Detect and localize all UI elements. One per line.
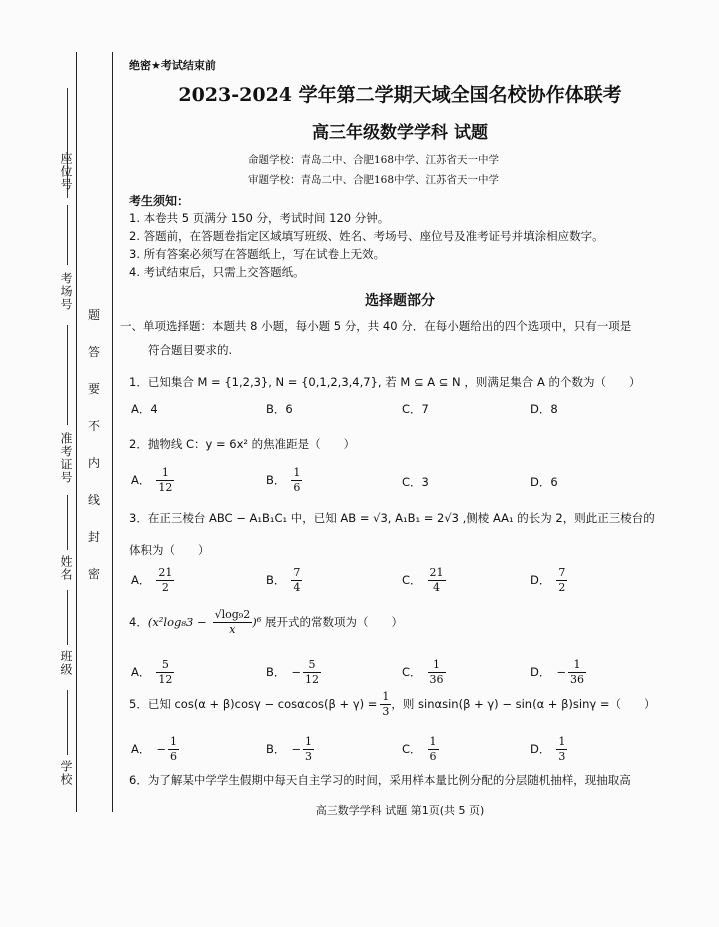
question-4-stem xyxy=(129,608,403,637)
numerator: 1 xyxy=(170,735,178,748)
exam-no-label: 准考证号 xyxy=(59,432,73,484)
option-label: B． xyxy=(266,473,286,487)
numerator: 5 xyxy=(156,658,174,673)
question-6-stem: 6．为了解某中学学生假期中每天自主学习的时间，采用样本量比例分配的分层随机抽样，现抽取高 xyxy=(129,773,631,787)
q5-option-d xyxy=(530,735,567,764)
question-5-stem xyxy=(129,690,656,719)
denominator: 12 xyxy=(158,673,173,686)
part1-instructions: 一、单项选择题：本题共 8 小题，每小题 5 分，共 40 分．在每小题给出的四个选项中，只有一项是 xyxy=(120,319,632,333)
option-label: A． xyxy=(131,473,151,487)
q3-option-d xyxy=(530,566,567,595)
option-label: C． xyxy=(402,742,422,756)
q5-option-c xyxy=(402,735,439,764)
q1-option-a: A．4 xyxy=(131,402,158,416)
q1-option-b: B．6 xyxy=(266,402,293,416)
exam-no-line xyxy=(67,325,68,425)
seal-char: 内 xyxy=(88,456,101,470)
fraction xyxy=(428,658,446,687)
fraction xyxy=(556,566,567,595)
margin-line-left xyxy=(76,52,77,812)
denominator: 4 xyxy=(293,581,301,594)
q3-option-a xyxy=(131,566,174,595)
notice-item: 3. 所有答案必须写在答题纸上，写在试卷上无效。 xyxy=(129,247,386,261)
stem-part: 5．已知 cos(α + β)cosγ − cosαcos(β + γ) = xyxy=(129,697,378,711)
denominator: 6 xyxy=(293,481,301,494)
class-line xyxy=(67,590,68,645)
notice-title: 考生须知： xyxy=(129,194,190,208)
section-title: 选择题部分 xyxy=(365,293,435,309)
denominator: 36 xyxy=(570,673,584,686)
q5-option-a xyxy=(131,735,179,764)
minus-sign: − xyxy=(556,665,566,679)
q3-option-c xyxy=(402,566,446,595)
numerator: 1 xyxy=(558,735,566,748)
margin-line-right xyxy=(112,52,113,812)
fraction xyxy=(380,690,391,719)
numerator: 21 xyxy=(158,566,173,579)
minus-sign: − xyxy=(156,742,167,756)
fraction xyxy=(303,735,314,764)
seal-char: 密 xyxy=(88,567,101,581)
fraction xyxy=(303,658,321,687)
option-label: D． xyxy=(530,665,551,679)
numerator: 1 xyxy=(293,466,301,479)
name-line xyxy=(67,495,68,550)
proposer-schools: 命题学校：青岛二中、合肥168中学、江苏省天一中学 xyxy=(248,154,500,166)
denominator: 36 xyxy=(429,673,444,686)
numerator: 1 xyxy=(156,466,174,481)
numerator: 21 xyxy=(429,566,444,579)
fraction xyxy=(291,566,302,595)
option-label: A． xyxy=(131,665,151,679)
fraction xyxy=(291,466,302,495)
q2-option-a xyxy=(131,466,174,495)
q4-option-c xyxy=(402,658,446,687)
q4-option-d xyxy=(530,658,586,687)
notice-item: 1. 本卷共 5 页满分 150 分，考试时间 120 分钟。 xyxy=(129,211,390,225)
question-number: 4． xyxy=(129,615,148,629)
option-label: C． xyxy=(402,665,422,679)
numerator: 7 xyxy=(293,566,301,579)
fraction xyxy=(156,658,174,687)
page-footer: 高三数学学科 试题 第1页(共 5 页) xyxy=(315,804,485,817)
q2-option-b xyxy=(266,466,302,495)
name-label: 姓名 xyxy=(59,555,73,581)
numerator: 1 xyxy=(568,658,586,673)
denominator: 12 xyxy=(158,481,173,494)
option-label: C． xyxy=(402,573,422,587)
option-label: A． xyxy=(131,742,151,756)
denominator: 12 xyxy=(305,673,320,686)
q2-option-c: C．3 xyxy=(402,475,429,489)
option-label: B． xyxy=(266,573,286,587)
option-label: D． xyxy=(530,742,551,756)
question-1-stem: 1．已知集合 M = {1,2,3}, N = {0,1,2,3,4,7}, 若 M ⊆ A ⊆ N ，则满足集合 A 的个数为（ ） xyxy=(129,375,641,389)
option-label: A． xyxy=(131,573,151,587)
stem-tail: 展开式的常数项为（ ） xyxy=(264,615,403,629)
fraction xyxy=(156,566,174,595)
fraction xyxy=(168,735,179,764)
minus-sign: − xyxy=(291,665,302,679)
denominator: 4 xyxy=(433,581,441,594)
denominator: x xyxy=(229,623,236,636)
notice-item: 2. 答题前，在答题卷指定区域填写班级、姓名、考场号、座位号及准考证号并填涂相应数字。 xyxy=(129,229,604,243)
denominator: 2 xyxy=(558,581,566,594)
question-3-stem: 3．在正三棱台 ABC − A₁B₁C₁ 中，已知 AB = √3, A₁B₁ = 2√3 ,侧棱 AA₁ 的长为 2，则此正三棱台的 xyxy=(129,511,655,525)
option-label: B． xyxy=(266,742,286,756)
school-line xyxy=(67,690,68,755)
notice-item: 4. 考试结束后，只需上交答题纸。 xyxy=(129,265,305,279)
numerator: 5 xyxy=(303,658,321,673)
numerator: 7 xyxy=(558,566,566,579)
exam-title: 2023-2024 学年第二学期天域全国名校协作体联考 xyxy=(178,84,622,106)
q1-option-d: D．8 xyxy=(530,402,558,416)
fraction xyxy=(428,566,446,595)
fraction xyxy=(156,466,174,495)
q3-option-b xyxy=(266,566,302,595)
q4-option-a xyxy=(131,658,174,687)
question-2-stem: 2．抛物线 C：y = 6x² 的焦准距是（ ） xyxy=(129,437,356,451)
room-line xyxy=(67,205,68,265)
fraction xyxy=(568,658,586,687)
school-label: 学校 xyxy=(59,760,73,786)
seal-char: 不 xyxy=(88,419,101,433)
class-label: 班级 xyxy=(59,650,73,676)
seal-char: 线 xyxy=(88,493,101,507)
denominator: 3 xyxy=(382,705,390,718)
numerator: 1 xyxy=(382,690,390,703)
q1-option-c: C．7 xyxy=(402,402,429,416)
stem-part: ，则 sinαsin(β + γ) − sin(α + β)sinγ =（ ） xyxy=(391,697,656,711)
question-3-stem-cont: 体积为（ ） xyxy=(129,543,210,557)
confidential-mark: 绝密★考试结束前 xyxy=(129,59,216,72)
seat-label: 座位号 xyxy=(59,152,73,191)
reviewer-schools: 审题学校：青岛二中、合肥168中学、江苏省天一中学 xyxy=(248,174,500,186)
denominator: 3 xyxy=(305,750,313,763)
numerator: √log₉2 xyxy=(214,608,251,621)
numerator: 1 xyxy=(428,658,446,673)
seal-char: 题 xyxy=(88,308,101,322)
denominator: 2 xyxy=(161,581,169,594)
seal-char: 要 xyxy=(88,382,101,396)
minus-sign: − xyxy=(291,742,302,756)
fraction xyxy=(213,608,253,637)
fraction xyxy=(428,735,439,764)
denominator: 3 xyxy=(558,750,566,763)
expression-part: )⁶ xyxy=(252,615,262,629)
q2-option-d: D．6 xyxy=(530,475,558,489)
room-label: 考场号 xyxy=(59,272,73,311)
option-label: B． xyxy=(266,665,286,679)
numerator: 1 xyxy=(305,735,313,748)
seal-char: 封 xyxy=(88,530,101,544)
exam-subtitle: 高三年级数学学科 试题 xyxy=(312,123,488,143)
denominator: 6 xyxy=(170,750,178,763)
fraction xyxy=(556,735,567,764)
option-label: D． xyxy=(530,573,551,587)
q5-option-b xyxy=(266,735,314,764)
part1-instructions-cont: 符合题目要求的. xyxy=(148,343,233,357)
seal-char: 答 xyxy=(88,345,101,359)
numerator: 1 xyxy=(429,735,437,748)
expression-part: (x²log₈3 − xyxy=(147,615,207,629)
denominator: 6 xyxy=(429,750,437,763)
q4-option-b xyxy=(266,658,321,687)
